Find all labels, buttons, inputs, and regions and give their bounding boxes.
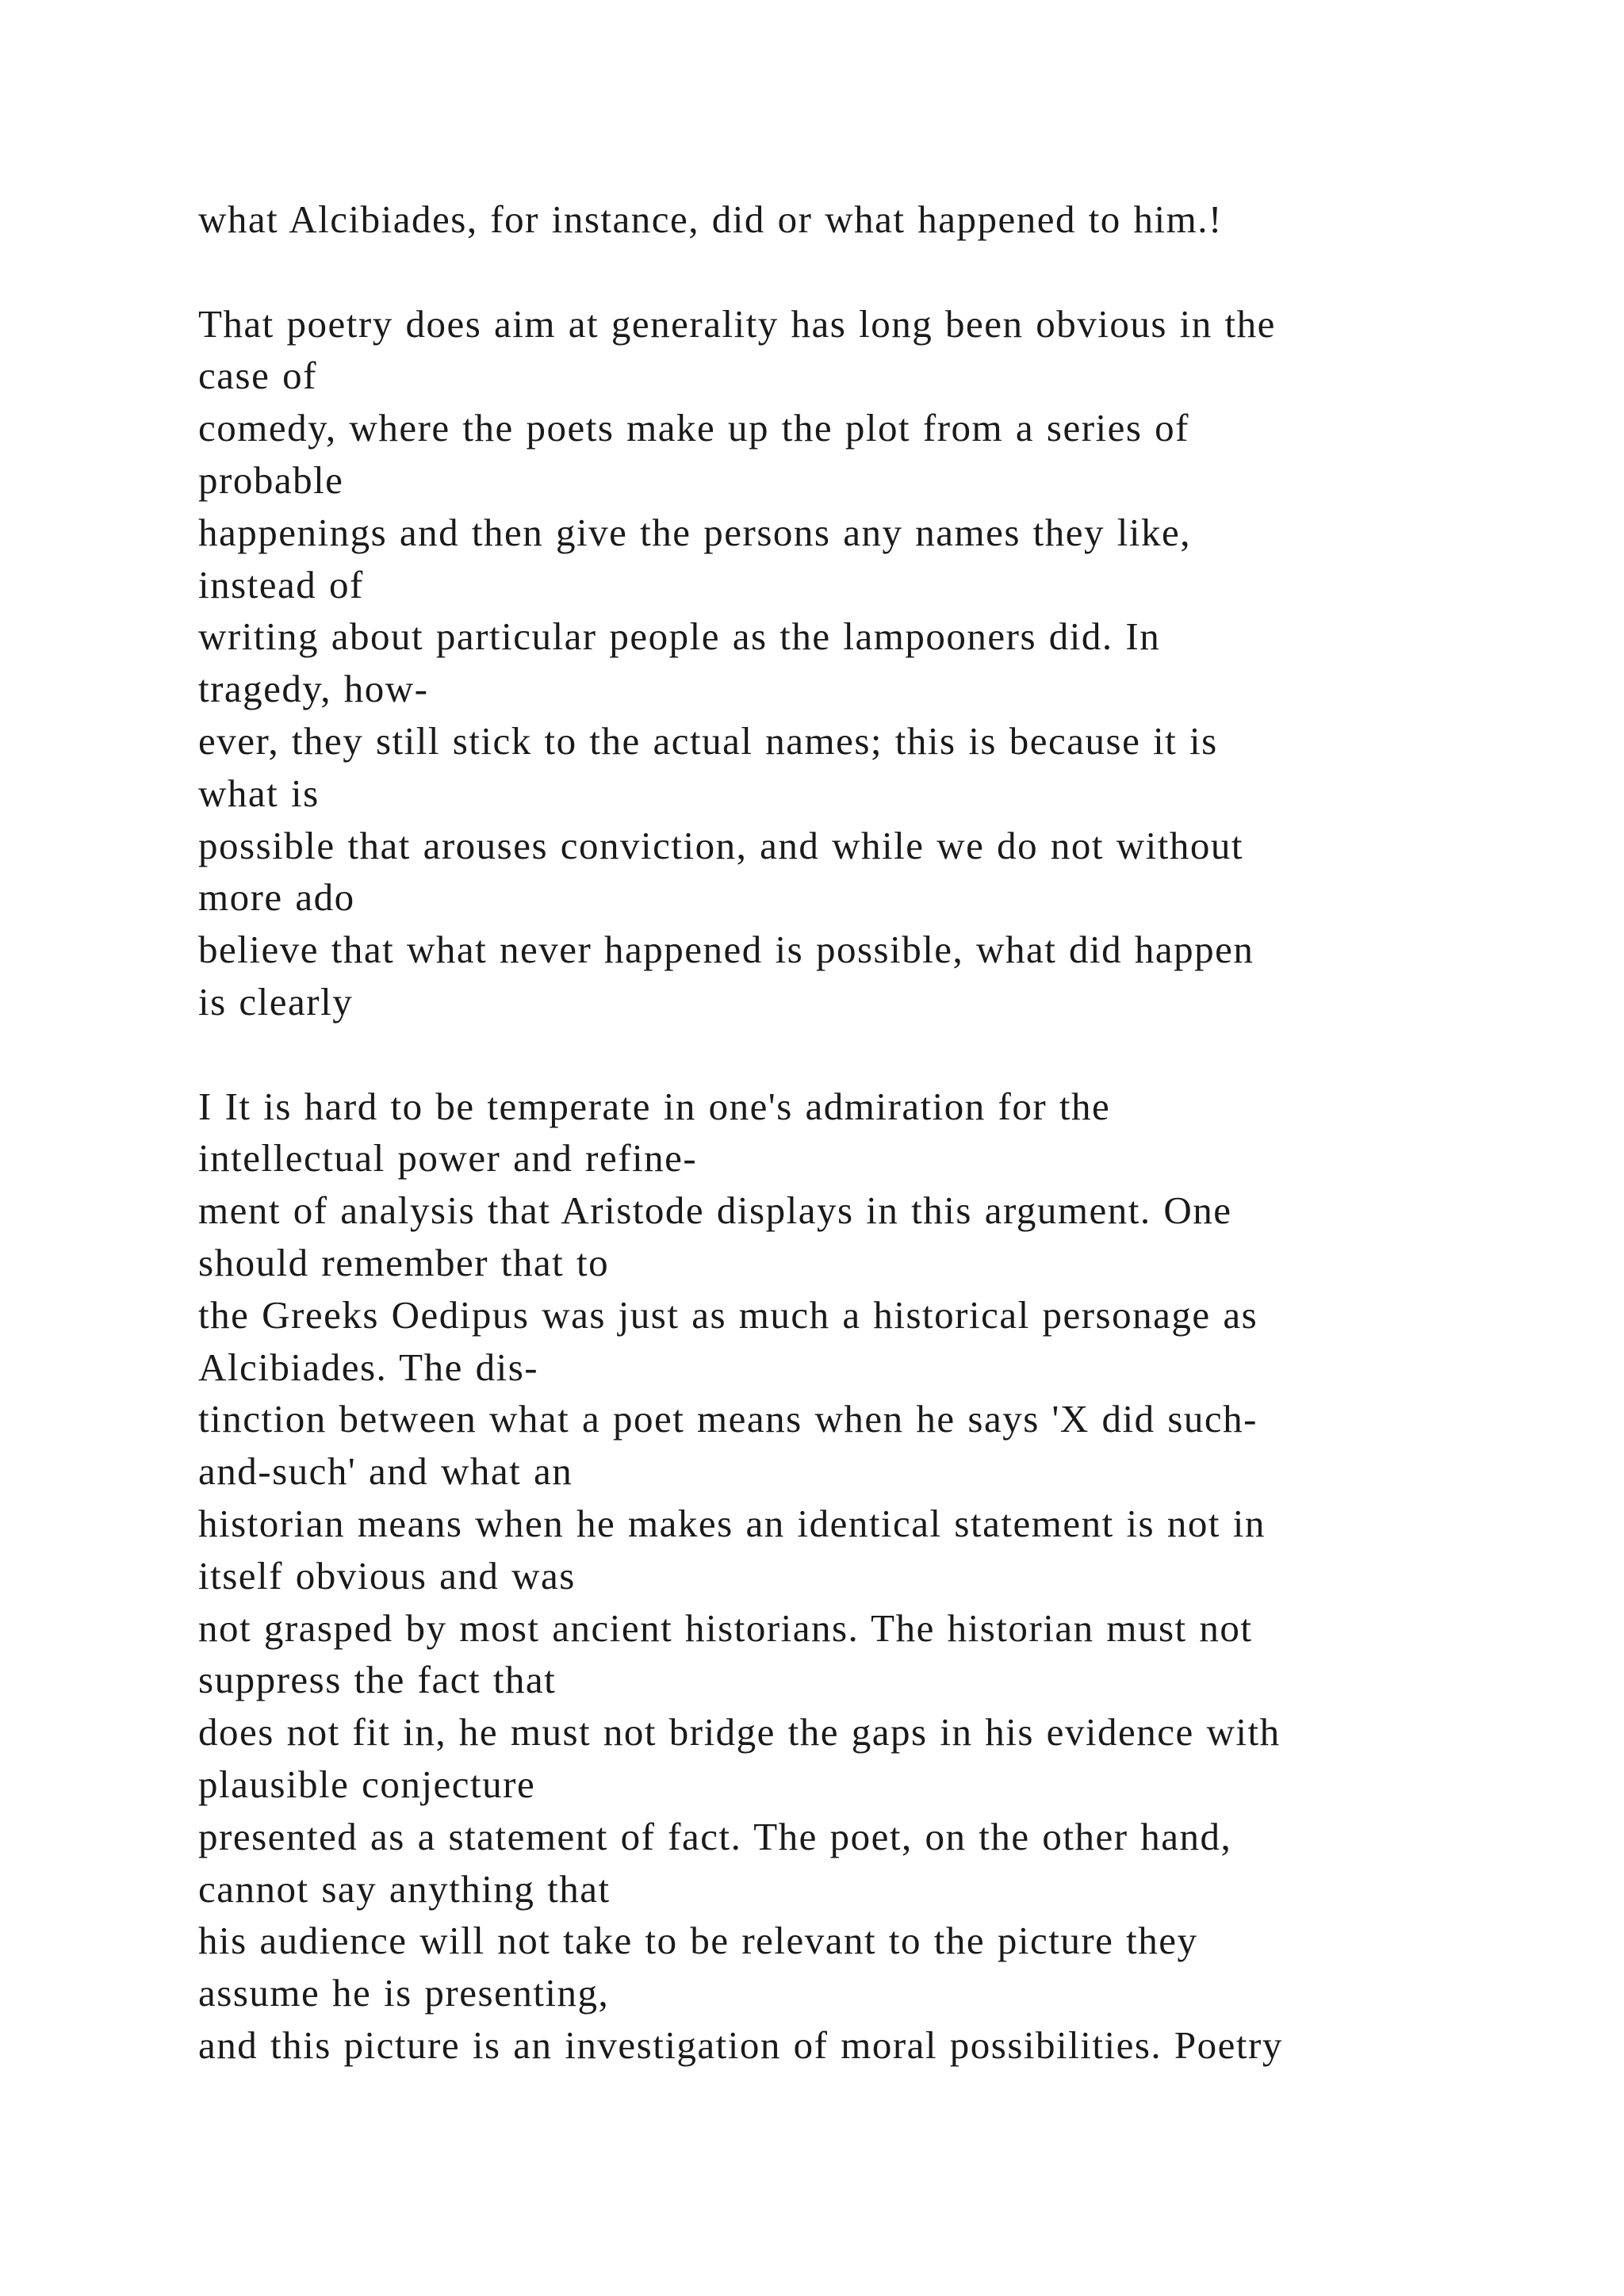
footnote-line: the Greeks Oedipus was just as much a historical personage as [198,1292,1258,1337]
text-line: what Alcibiades, for instance, did or what happened to him.! [198,197,1223,241]
footnote-line: does not fit in, he must not bridge the gaps in his evidence with [198,1710,1281,1755]
text-line: writing about particular people as the lampooners did. In [198,614,1161,659]
text-line: comedy, where the poets make up the plot from a series of [198,406,1190,450]
text-line: what is [198,771,320,815]
text-line: more ado [198,875,355,920]
footnote-line: tinction between what a poet means when he says 'X did such- [198,1397,1258,1441]
text-line: That poetry does aim at generality has long been obvious in the [198,301,1276,346]
footnote-line: intellectual power and refine- [198,1136,698,1181]
footnote-line: should remember that to [198,1240,610,1284]
text-line: instead of [198,562,364,607]
footnote-line: ment of analysis that Aristode displays in this argument. One [198,1188,1232,1233]
text-line: happenings and then give the persons any names they like, [198,510,1191,554]
text-line: is clearly [198,979,354,1024]
footnote-line: plausible conjecture [198,1762,536,1806]
footnote-line: and-such' and what an [198,1449,573,1494]
blank-line [198,1028,1562,1081]
footnote-line: historian means when he makes an identical statement is not in [198,1501,1266,1545]
footnote-line: itself obvious and was [198,1553,576,1598]
footnote-line: presented as a statement of fact. The poet, on the other hand, [198,1814,1232,1858]
text-line: believe that what never happened is possible, what did happen [198,928,1254,972]
text-line: tragedy, how- [198,667,429,711]
body-text [198,193,1562,2072]
footnote-line: suppress the fact that [198,1658,557,1702]
footnote-line: cannot say anything that [198,1866,611,1911]
text-line: possible that arouses conviction, and while we do not without [198,823,1243,867]
footnote-line: assume he is presenting, [198,1971,610,2015]
footnote-line: Alcibiades. The dis- [198,1345,539,1389]
footnote-line: and this picture is an investigation of moral possibilities. Poetry [198,2022,1283,2067]
footnote-line: not grasped by most ancient historians. The historian must not [198,1605,1253,1650]
footnote-line: I It is hard to be temperate in one's admiration for the [198,1084,1111,1128]
text-line: case of [198,354,317,398]
text-line: ever, they still stick to the actual names; this is because it is [198,718,1218,763]
footnote-line: his audience will not take to be relevant to the picture they [198,1919,1198,1963]
blank-line [198,246,1562,298]
text-line: probable [198,457,344,502]
